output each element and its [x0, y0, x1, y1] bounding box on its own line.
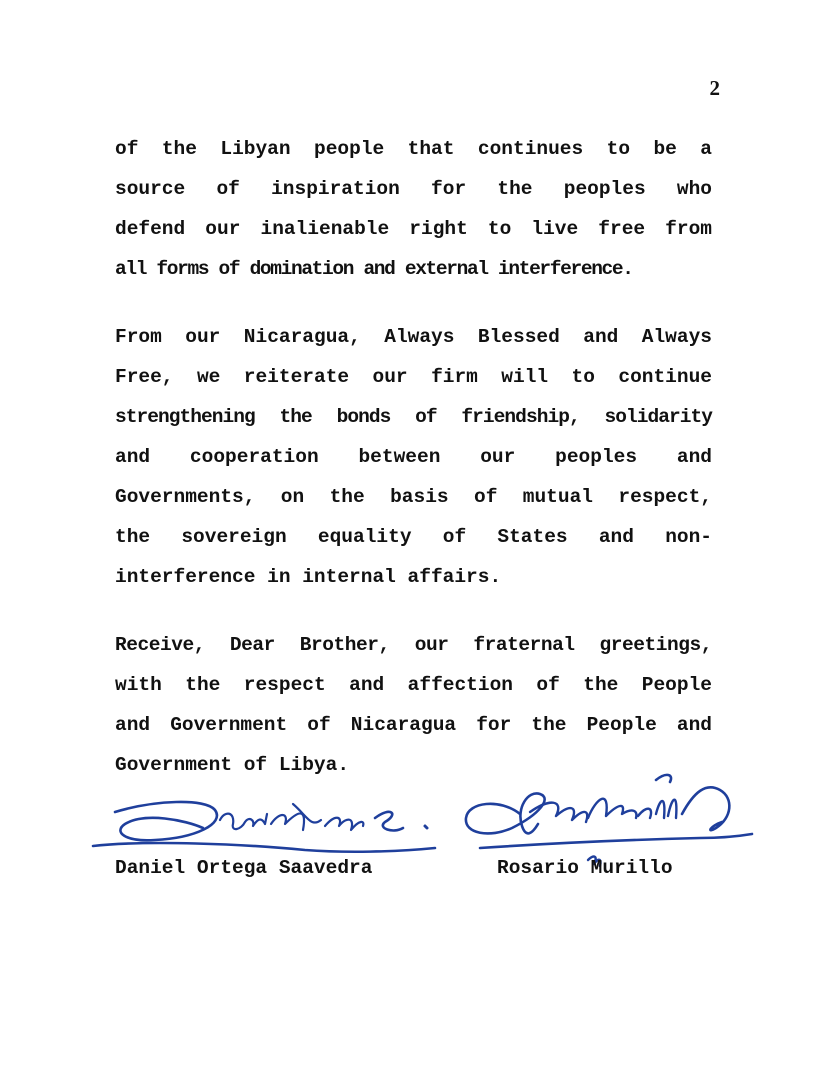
paragraph-3: [115, 625, 712, 785]
paragraph-line: Governments, on the basis of mutual respect,: [115, 486, 712, 508]
paragraph-line: From our Nicaragua, Always Blessed and Always: [115, 326, 712, 348]
paragraph-line: interference in internal affairs.: [115, 566, 502, 588]
signatory-name-right: Rosario Murillo: [497, 857, 673, 879]
signature-daniel-ortega: [85, 790, 445, 860]
paragraph-line: source of inspiration for the peoples who: [115, 178, 712, 200]
paragraph-line: of the Libyan people that continues to be a: [115, 138, 712, 160]
paragraph-line: and cooperation between our peoples and: [115, 446, 712, 468]
paragraph-line: Receive, Dear Brother, our fraternal greetings,: [115, 634, 712, 656]
paragraph-line: all forms of domination and external interference.: [115, 258, 633, 280]
signatory-name-left: Daniel Ortega Saavedra: [115, 857, 373, 879]
paragraph-line: Free, we reiterate our firm will to continue: [115, 366, 712, 388]
paragraph-line: the sovereign equality of States and non-: [115, 526, 712, 548]
paragraph-line: defend our inalienable right to live free from: [115, 218, 712, 240]
paragraph-line: strengthening the bonds of friendship, solidarity: [115, 406, 712, 428]
paragraph-line: and Government of Nicaragua for the People and: [115, 714, 712, 736]
paragraph-1: [115, 129, 712, 289]
page-number: 2: [709, 76, 720, 100]
paragraph-line: Government of Libya.: [115, 754, 350, 776]
paragraph-line: with the respect and affection of the People: [115, 674, 712, 696]
paragraph-2: [115, 317, 712, 597]
